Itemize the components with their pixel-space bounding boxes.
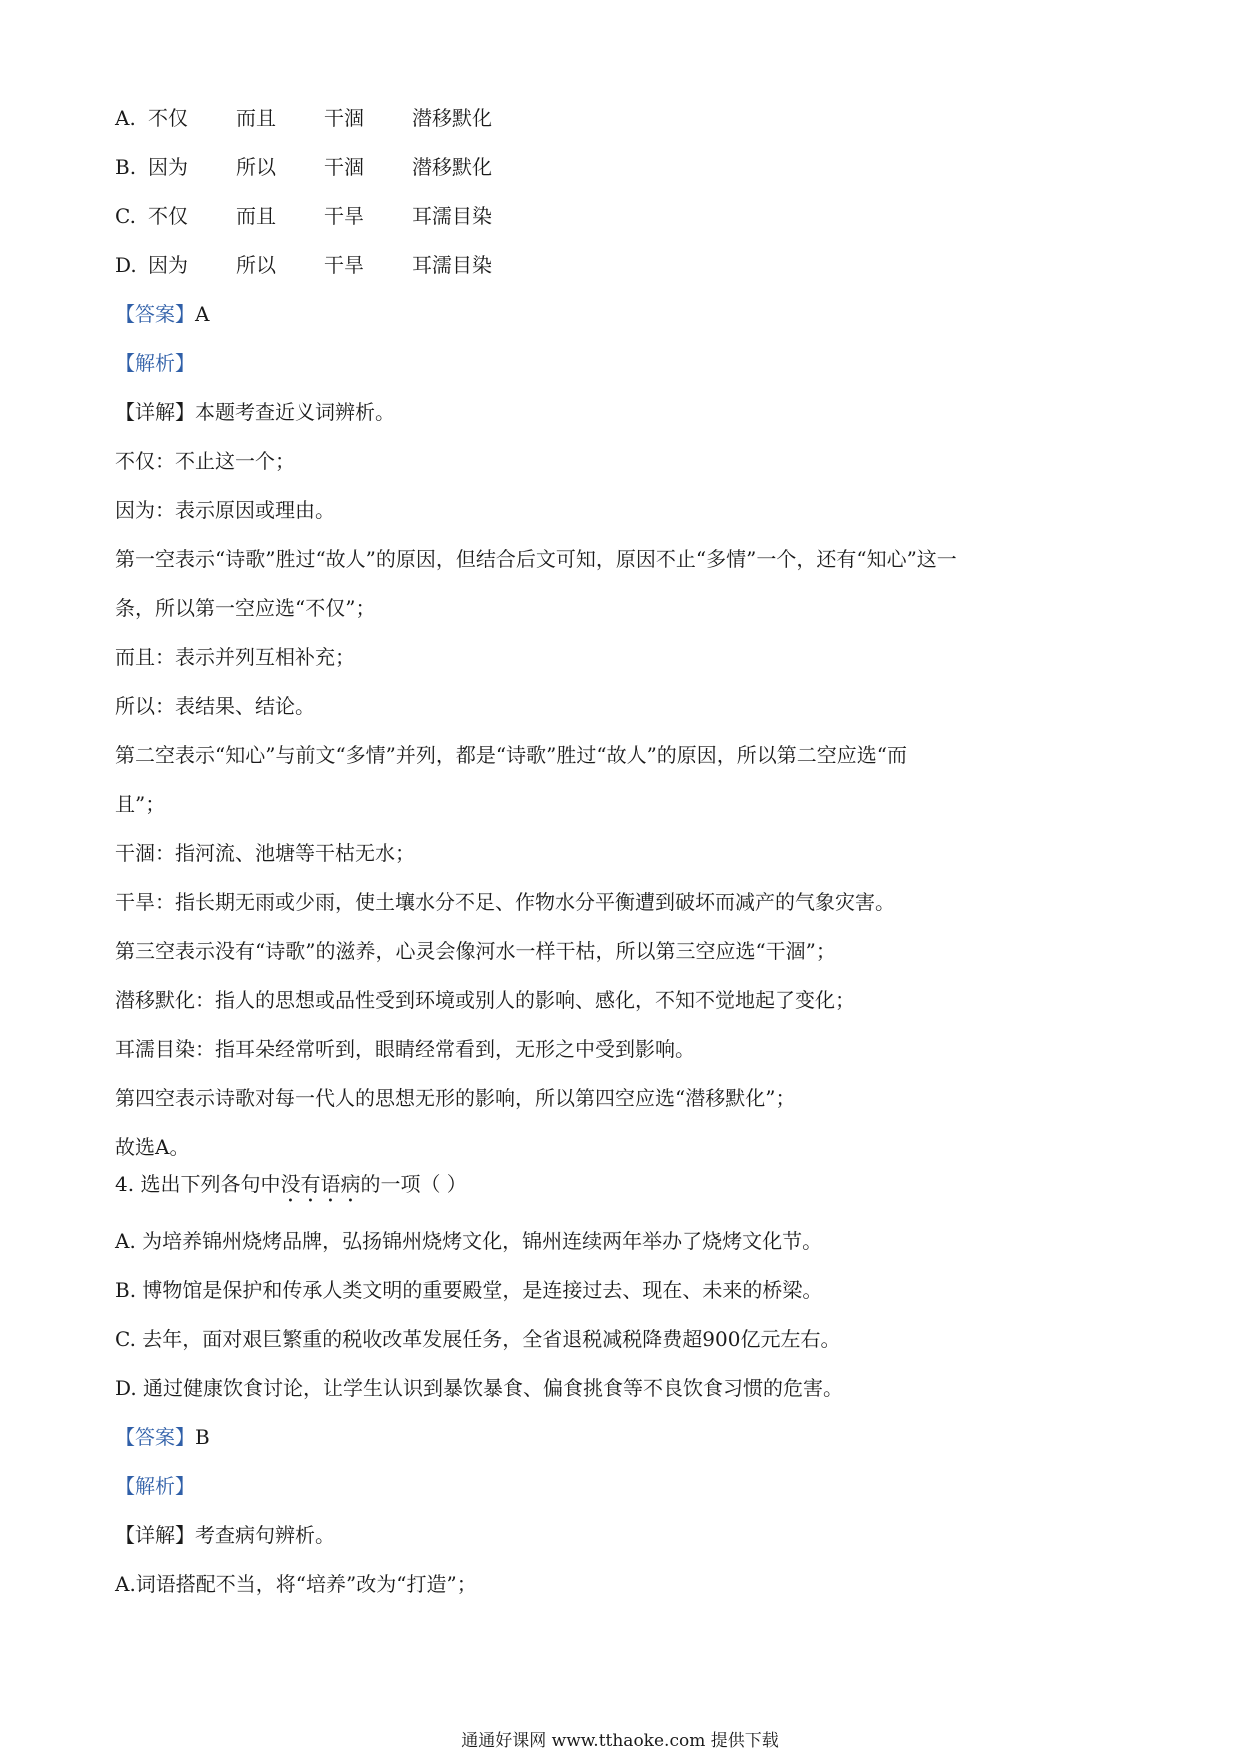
q3-option-a [115, 104, 492, 132]
q3-detail-line: 【详解】本题考查近义词辨析。 [115, 400, 395, 424]
option-word-1: 不仅 [148, 106, 188, 130]
q3-detail-line: 因为：表示原因或理由。 [115, 498, 335, 522]
q4-analysis-label: 【解析】 [115, 1474, 195, 1498]
q3-detail-line: 第二空表示“知心”与前文“多情”并列，都是“诗歌”胜过“故人”的原因，所以第二空应选“而 [115, 743, 908, 767]
q3-option-b [115, 153, 492, 181]
q3-option-d [115, 251, 492, 279]
answer-value: A [195, 302, 210, 326]
option-word-4: 潜移默化 [412, 155, 492, 179]
option-word-2: 而且 [236, 204, 276, 228]
q4-stem [115, 1170, 467, 1207]
page-footer: 通通好课网 www.tthaoke.com 提供下载 [461, 1731, 779, 1751]
q4-stem-post: 的一项（ ） [360, 1172, 467, 1196]
q4-answer [115, 1423, 210, 1451]
q4-option-b: B. 博物馆是保护和传承人类文明的重要殿堂，是连接过去、现在、未来的桥梁。 [115, 1278, 823, 1302]
option-letter: B. [115, 155, 137, 179]
option-word-2: 所以 [236, 253, 276, 277]
answer-label: 【答案】 [115, 1425, 195, 1449]
q3-detail-line: 所以：表结果、结论。 [115, 694, 315, 718]
option-letter: D. [115, 253, 137, 277]
q4-stem-pre: 4. 选出下列各句中 [115, 1172, 281, 1196]
q3-detail-line: 第一空表示“诗歌”胜过“故人”的原因，但结合后文可知，原因不止“多情”一个，还有“知心”这一 [115, 547, 957, 571]
option-word-3: 干旱 [324, 204, 364, 228]
q4-stem-emphasis: 没有语病 [280, 1172, 361, 1196]
q3-option-c [115, 202, 492, 230]
q4-detail-line: 【详解】考查病句辨析。 [115, 1523, 335, 1547]
option-word-4: 耳濡目染 [412, 253, 492, 277]
option-word-1: 因为 [148, 253, 188, 277]
option-word-1: 不仅 [148, 204, 188, 228]
option-letter: C. [115, 204, 136, 228]
q3-detail-line: 条，所以第一空应选“不仅”； [115, 596, 376, 620]
q3-detail-line: 干涸：指河流、池塘等干枯无水； [115, 841, 415, 865]
q3-detail-line: 第三空表示没有“诗歌”的滋养，心灵会像河水一样干枯，所以第三空应选“干涸”； [115, 939, 836, 963]
q3-detail-line: 耳濡目染：指耳朵经常听到，眼睛经常看到，无形之中受到影响。 [115, 1037, 695, 1061]
option-word-2: 而且 [236, 106, 276, 130]
option-letter: A. [115, 106, 136, 130]
q4-option-d: D. 通过健康饮食讨论，让学生认识到暴饮暴食、偏食挑食等不良饮食习惯的危害。 [115, 1376, 844, 1400]
option-word-3: 干涸 [324, 106, 364, 130]
q4-option-c: C. 去年，面对艰巨繁重的税收改革发展任务，全省退税减税降费超900亿元左右。 [115, 1327, 841, 1351]
option-word-4: 潜移默化 [412, 106, 492, 130]
q3-detail-line: 第四空表示诗歌对每一代人的思想无形的影响，所以第四空应选“潜移默化”； [115, 1086, 796, 1110]
answer-label: 【答案】 [115, 302, 195, 326]
q3-answer [115, 300, 209, 328]
answer-value: B [195, 1425, 210, 1449]
q4-option-a: A. 为培养锦州烧烤品牌，弘扬锦州烧烤文化，锦州连续两年举办了烧烤文化节。 [115, 1229, 823, 1253]
q4-detail-line: A.词语搭配不当，将“培养”改为“打造”； [115, 1572, 477, 1596]
q3-detail-line: 潜移默化：指人的思想或品性受到环境或别人的影响、感化，不知不觉地起了变化； [115, 988, 855, 1012]
q3-detail-line: 故选A。 [115, 1135, 190, 1159]
option-word-3: 干旱 [324, 253, 364, 277]
option-word-3: 干涸 [324, 155, 364, 179]
option-word-4: 耳濡目染 [412, 204, 492, 228]
q3-detail-line: 干旱：指长期无雨或少雨，使土壤水分不足、作物水分平衡遭到破坏而减产的气象灾害。 [115, 890, 895, 914]
q3-detail-line: 而且：表示并列互相补充； [115, 645, 355, 669]
q3-detail-line: 不仅：不止这一个； [115, 449, 295, 473]
option-word-2: 所以 [236, 155, 276, 179]
option-word-1: 因为 [148, 155, 188, 179]
q3-detail-line: 且”； [115, 792, 166, 816]
q3-analysis-label: 【解析】 [115, 351, 195, 375]
